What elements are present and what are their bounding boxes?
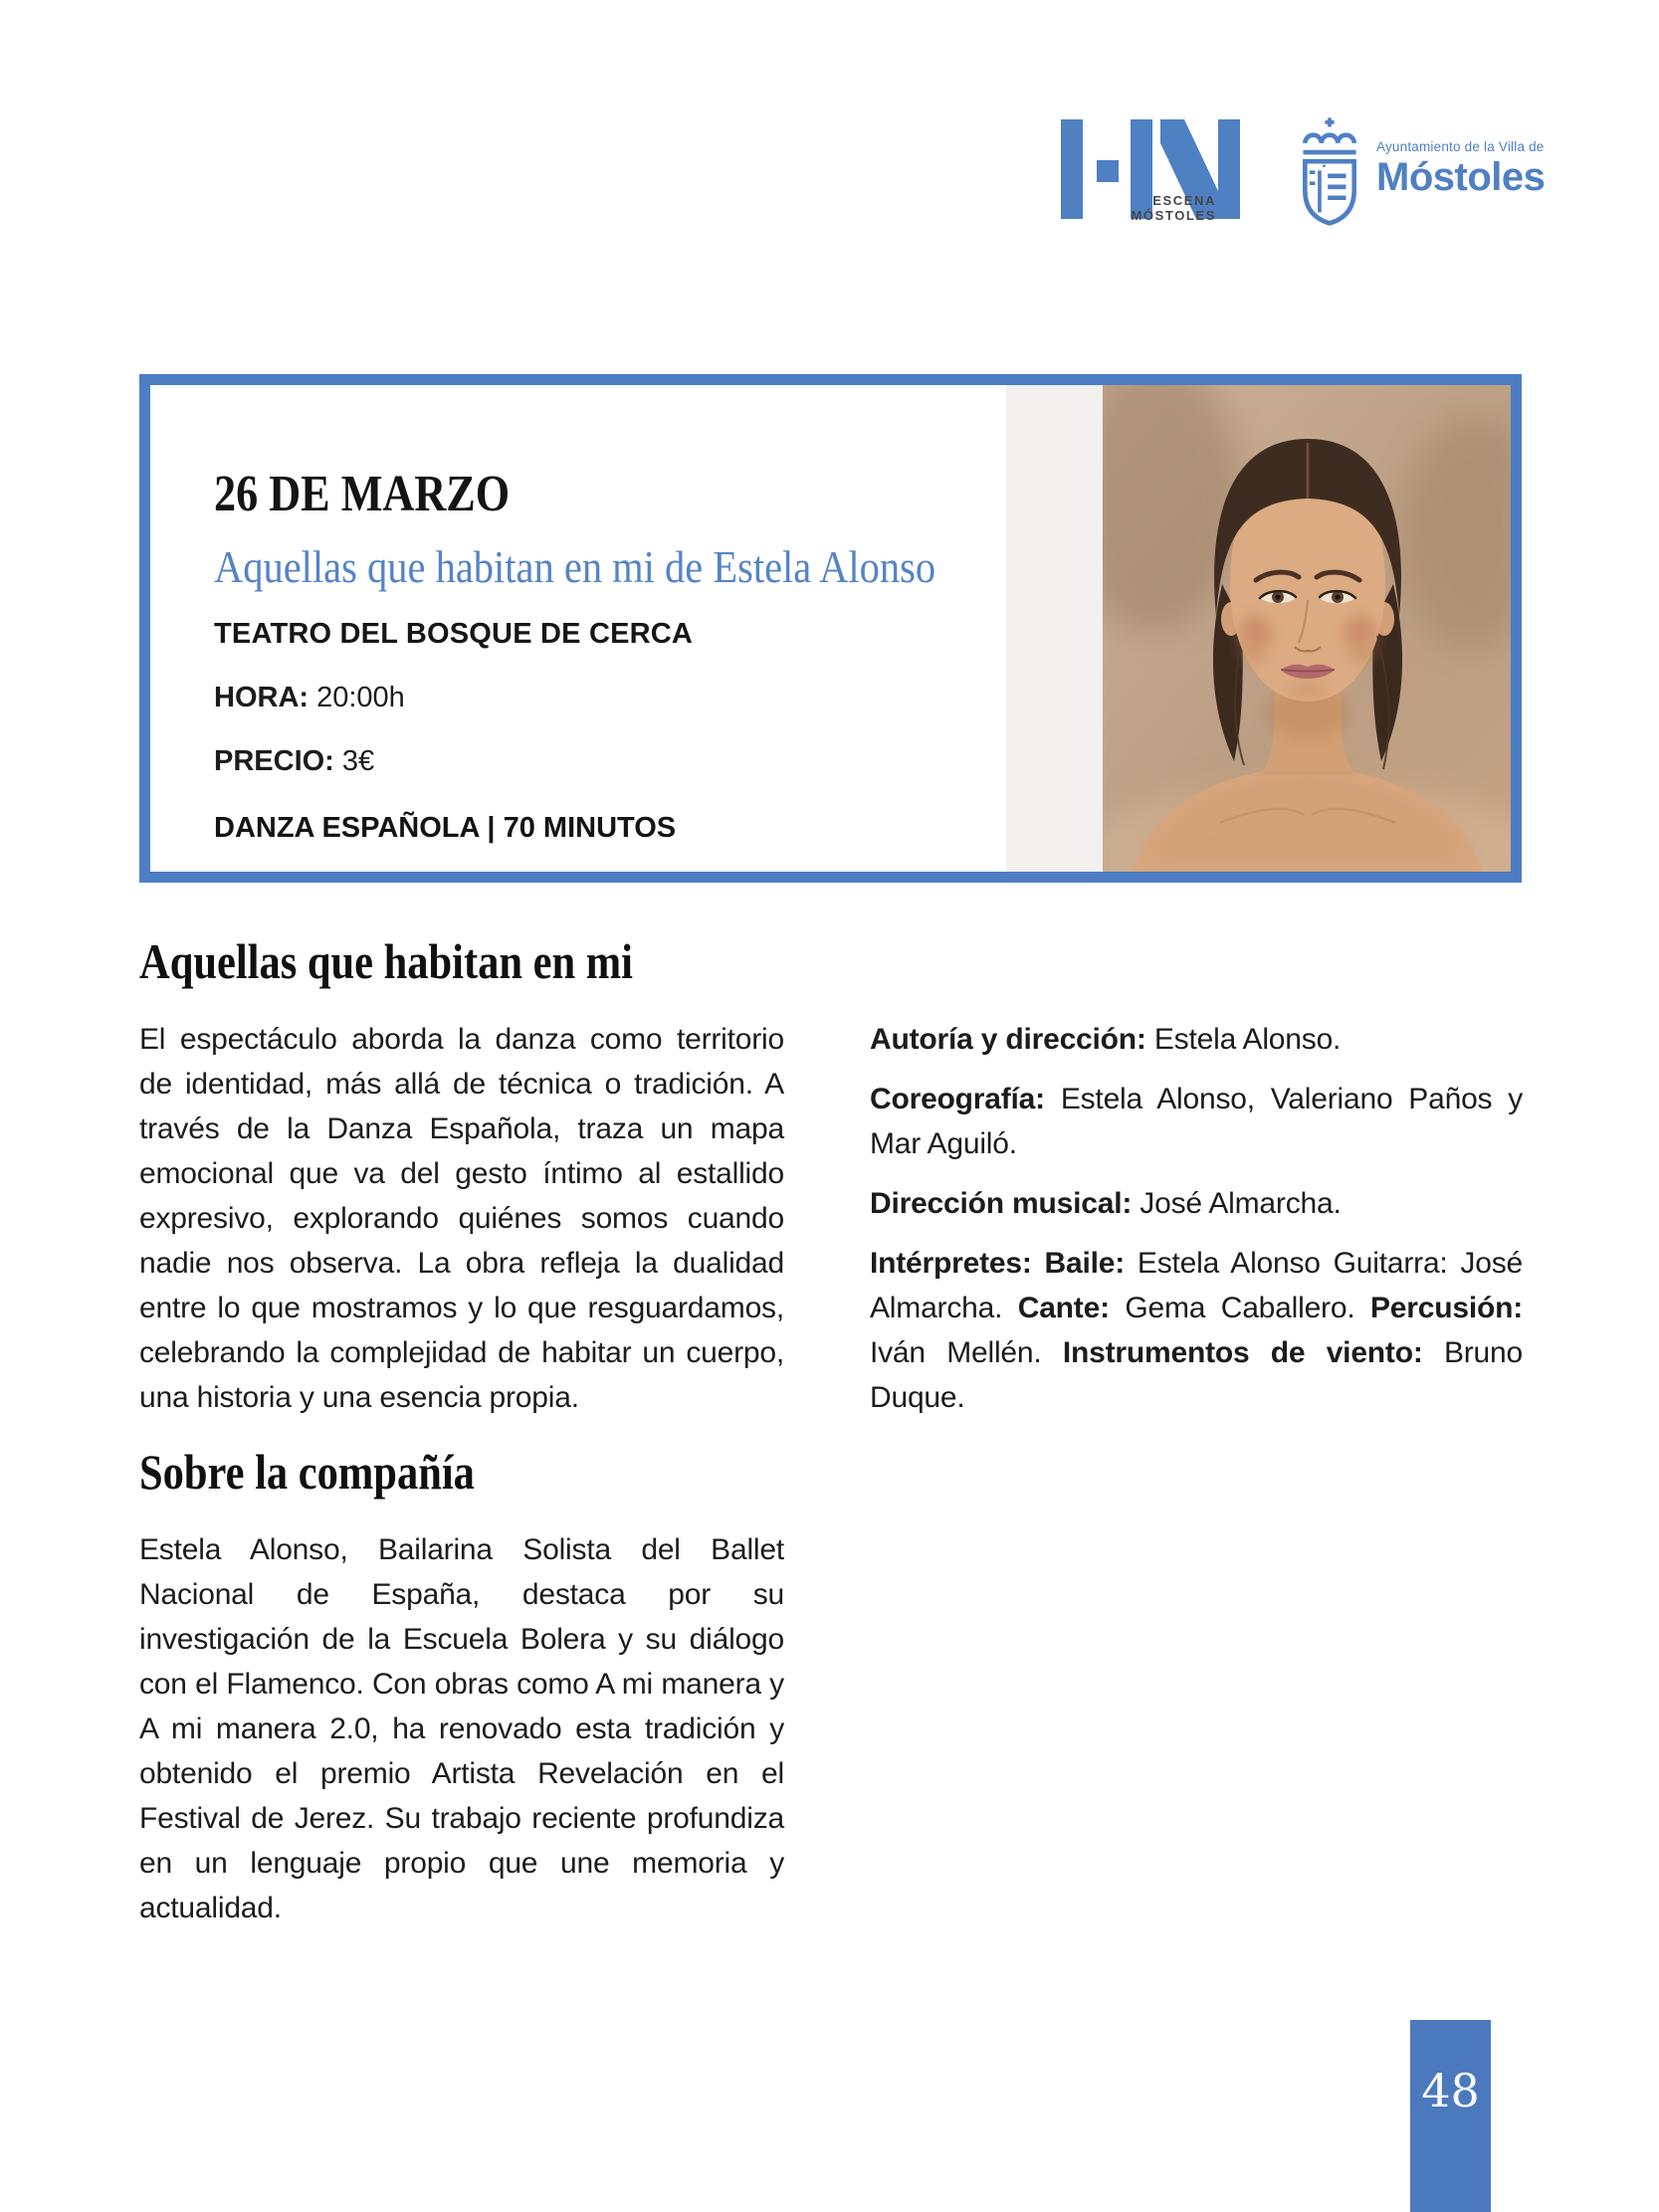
event-price: PRECIO: 3€ [214, 745, 375, 778]
show-section-body: El espectáculo aborda la danza como territorio de identidad, más allá de técnica o tradición. A través de la Danza Española, traza un mapa emocional que va del gesto íntimo al estallido expresivo, explorando quiénes somos cuando nadie nos observa. La obra refleja la dualidad entre lo que mostramos y lo que resguardamos, celebrando la complejidad de habitar un cuerpo, una historia y una esencia propia. [139, 1023, 784, 1414]
event-venue: TEATRO DEL BOSQUE DE CERCA [214, 618, 694, 651]
card-divider-strip [1006, 385, 1103, 872]
credit-item: Autoría y dirección: Estela Alonso. [870, 1023, 1342, 1056]
company-section-body: Estela Alonso, Bailarina Solista del Ballet Nacional de España, destaca por su investigación de la Escuela Bolera y su diálogo con el Flamenco. Con obras como A mi manera y A mi manera 2.0, ha renovado esta tradición y obtenido el premio Artista Revelación en el Festival de Jerez. Su trabajo reciente profundiza en un lenguaje propio que une memoria y actualidad. [139, 1533, 784, 1924]
ayuntamiento-tagline: Ayuntamiento de la Villa de [1376, 139, 1545, 154]
event-time: HORA: 20:00h [214, 682, 405, 714]
credit-item: Coreografía: Estela Alonso, Valeriano Paños y Mar Aguiló. [870, 1083, 1523, 1160]
event-title: Aquellas que habitan en mi de Estela Alonso [214, 541, 936, 592]
event-card [139, 374, 1522, 883]
escena-mostoles-logo [1061, 115, 1246, 223]
credits-list [870, 933, 1523, 1930]
portrait-photo [1103, 385, 1511, 872]
credit-item: Intérpretes: Baile: Estela Alonso Guitarra: José Almarcha. Cante: Gema Caballero. Percusión: Iván Mellén. Instrumentos de viento: Bruno Duque. [870, 1247, 1524, 1414]
company-section-heading: Sobre la compañía [139, 1444, 475, 1500]
escena-mostoles-label: ESCENA MÓSTOLES [1131, 193, 1216, 223]
header-logos [1061, 115, 1545, 233]
ayuntamiento-city: Móstoles [1376, 155, 1546, 199]
event-genre-duration: DANZA ESPAÑOLA | 70 MINUTOS [214, 812, 677, 845]
main-content [139, 933, 1523, 1930]
page-number: 48 [1421, 2064, 1480, 2117]
event-date: 26 DE MARZO [214, 466, 511, 522]
ayuntamiento-text [1376, 139, 1545, 200]
left-column [139, 933, 784, 1930]
event-photo [1103, 385, 1511, 872]
event-card-info [150, 385, 1006, 872]
ayuntamiento-logo [1298, 115, 1545, 233]
page-number-box [1410, 2020, 1491, 2212]
credit-item: Dirección musical: José Almarcha. [870, 1187, 1342, 1220]
mostoles-crest-icon [1298, 115, 1361, 233]
show-section-heading: Aquellas que habitan en mi [139, 933, 633, 989]
